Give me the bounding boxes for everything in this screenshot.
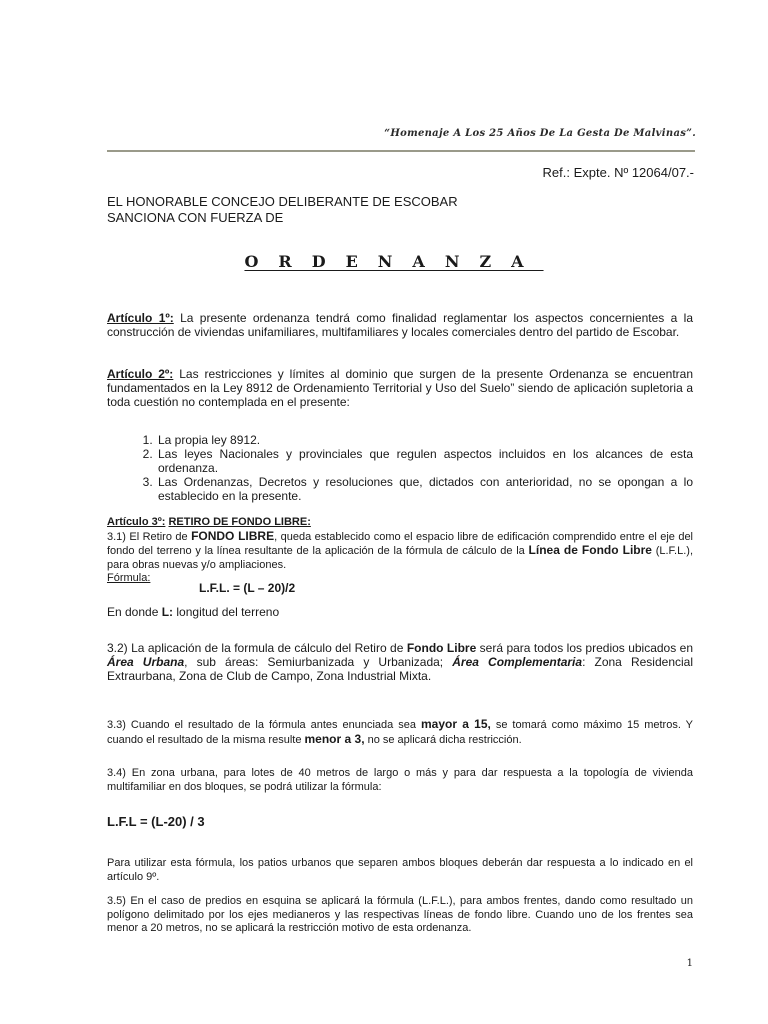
list-item: 2. Las leyes Nacionales y provinciales que regulen aspectos incluidos en los alcances de esta ordenanza. xyxy=(156,447,693,475)
paragraph-3-4: 3.4) En zona urbana, para lotes de 40 metros de largo o más y para dar respuesta a la topología de vivienda multifamiliar en dos bloques, se podrá utilizar la fórmula: xyxy=(107,767,693,793)
text-run: no se aplicará dicha restricción. xyxy=(364,733,522,746)
text-run: Área Urbana xyxy=(107,655,185,669)
article-2-text: Las restricciones y límites al dominio que surgen de la presente Ordenanza se encuentran fundamentados en la Ley 8912 de Ordenamiento Territorial y Uso del Suelo” siendo de aplicación supletoria a toda cuestión no contemplada en el presente: xyxy=(107,367,693,409)
sanciona-line-1: EL HONORABLE CONCEJO DELIBERANTE DE ESCOBAR xyxy=(107,194,458,209)
page-number: 1 xyxy=(686,958,693,969)
text-run: menor a 3, xyxy=(304,731,365,746)
text-run: , sub áreas: Semiurbanizada y Urbanizada; xyxy=(184,655,453,669)
reference-number: Ref.: Expte. Nº 12064/07.- xyxy=(542,165,694,180)
paragraph-3-1 xyxy=(107,530,693,573)
header-quote: “Homenaje A Los 25 Años De La Gesta De Malvinas”. xyxy=(384,128,696,139)
text-run: En donde xyxy=(107,605,162,619)
text-run: FONDO LIBRE xyxy=(191,528,275,543)
text-run: Fondo Libre xyxy=(406,641,477,655)
text-run: se tomará como máximo 15 metros. Y cuando el resultado de la misma resulte xyxy=(107,719,694,746)
text-run: será para todos los predios ubicados en xyxy=(476,641,694,655)
paragraph-3-3 xyxy=(107,718,693,747)
text-run: : Zona Residencial Extraurbana, Zona de Club de Campo, Zona Industrial Mixta. xyxy=(107,655,693,683)
text-run: (L.F.L.), para obras nuevas y/o ampliaciones. xyxy=(107,545,694,571)
text-run: Línea de Fondo Libre xyxy=(528,543,652,557)
text-run: mayor a 15, xyxy=(420,717,491,731)
header-divider xyxy=(107,150,695,152)
article-1 xyxy=(107,311,693,339)
list-item: 1. La propia ley 8912. xyxy=(156,433,693,447)
article-1-text: La presente ordenanza tendrá como finalidad reglamentar los aspectos concernientes a la construcción de viviendas unifamiliares, multifamiliares y locales comerciales dentro del partido de Escobar. xyxy=(107,311,693,339)
formula-lfl-third: L.F.L = (L-20) / 3 xyxy=(107,814,205,829)
formula-label: Fórmula: xyxy=(107,572,151,584)
sanciona-heading xyxy=(107,194,458,226)
text-run: , queda establecido como el espacio libre de edificación comprendido entre el eje del fondo del terreno y la línea resultante de la aplicación de la fórmula de cálculo de la xyxy=(107,530,694,557)
paragraph-3-5: 3.5) En el caso de predios en esquina se aplicará la fórmula (L.F.L.), para ambos frentes, dando como resultado un polígono delimitado por los ejes medianeros y las respectivas líneas de fondo libre. Cuando uno de los frentes sea menor a 20 metros, no se aplicará la restricción motivo de esta ordenanza. xyxy=(107,895,693,934)
article-3-label: Artículo 3º: xyxy=(107,516,166,528)
list-item: 3. Las Ordenanzas, Decretos y resoluciones que, dictados con anterioridad, no se opongan a lo establecido en la presente. xyxy=(156,475,693,503)
sanciona-line-2: SANCIONA CON FUERZA DE xyxy=(107,210,284,225)
paragraph-3-2 xyxy=(107,641,693,683)
text-run: 3.1) El Retiro de xyxy=(107,530,192,543)
document-title: ORDENANZA xyxy=(244,252,544,271)
article-3-title: RETIRO DE FONDO LIBRE: xyxy=(168,516,311,528)
article-3-heading xyxy=(107,516,693,530)
donde-line xyxy=(107,605,693,619)
article-2 xyxy=(107,367,693,409)
text-run: Área Complementaria xyxy=(452,655,583,669)
formula-lfl-half: L.F.L. = (L – 20)/2 xyxy=(199,581,296,595)
text-run: 3.3) Cuando el resultado de la fórmula antes enunciada sea xyxy=(107,719,421,731)
article-1-label: Artículo 1º: xyxy=(107,311,174,325)
text-run: L: xyxy=(161,605,174,619)
paragraph-3-4-note: Para utilizar esta fórmula, los patios urbanos que separen ambos bloques deberán dar respuesta a lo indicado en el artículo 9º. xyxy=(107,857,693,883)
text-run: longitud del terreno xyxy=(173,605,280,619)
article-2-label: Artículo 2º: xyxy=(107,367,174,381)
text-run: 3.2) La aplicación de la formula de cálculo del Retiro de xyxy=(107,641,407,655)
article-2-list xyxy=(107,433,693,503)
article-3 xyxy=(107,516,693,586)
